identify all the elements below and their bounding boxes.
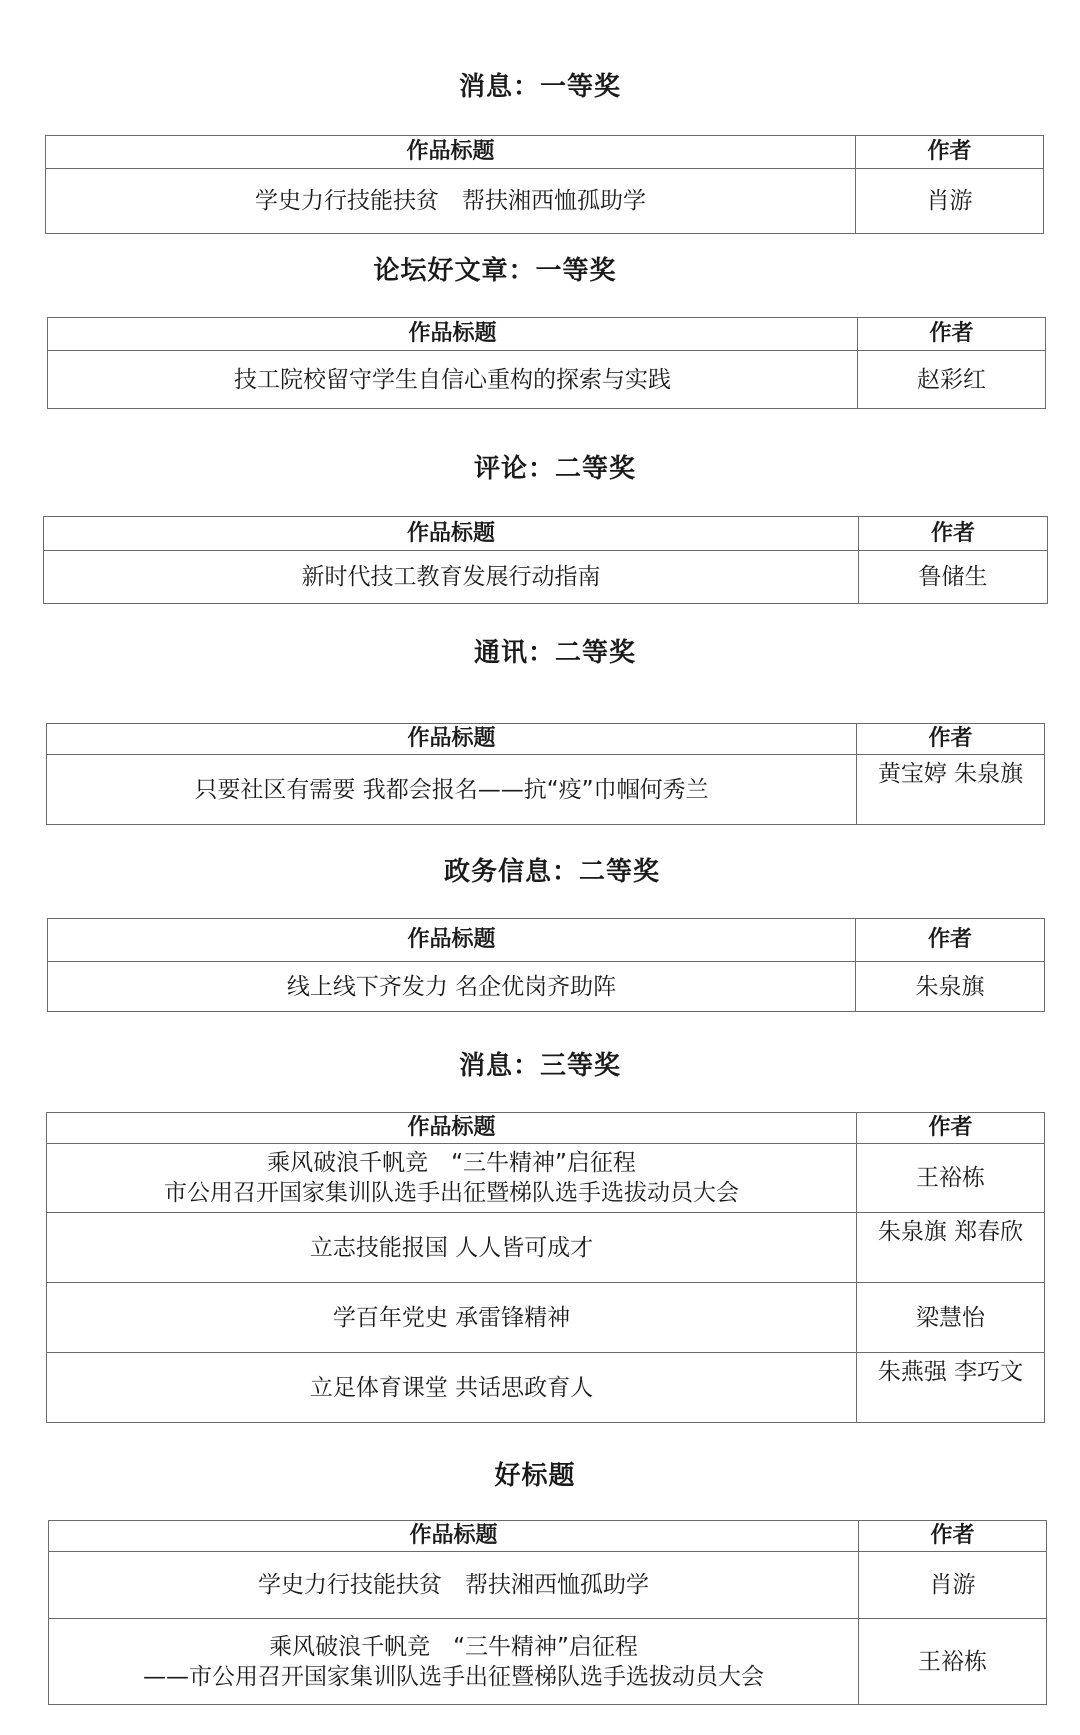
work-author: 朱泉旗 郑春欣 (857, 1213, 1045, 1283)
work-author: 肖游 (856, 169, 1044, 234)
table-row (47, 1283, 1045, 1353)
table-row (49, 1619, 1047, 1705)
section-heading: 评论：二等奖 (473, 454, 636, 484)
column-header-author: 作者 (858, 318, 1046, 351)
award-table (47, 918, 1045, 1012)
column-header-title: 作品标题 (48, 318, 858, 351)
table-row (49, 1552, 1047, 1619)
section-heading: 消息：三等奖 (458, 1051, 621, 1081)
table-header-row (47, 724, 1045, 755)
title-line-2: ——市公用召开国家集训队选手出征暨梯队选手选拔动员大会 (143, 1663, 764, 1690)
column-header-title: 作品标题 (44, 517, 859, 551)
work-author: 肖游 (859, 1552, 1047, 1619)
table-row (47, 755, 1045, 825)
work-title: 学百年党史 承雷锋精神 (47, 1283, 857, 1353)
title-line-2: 市公用召开国家集训队选手出征暨梯队选手选拔动员大会 (164, 1180, 739, 1206)
award-table (48, 1520, 1047, 1705)
section-heading: 消息：一等奖 (458, 72, 621, 102)
column-header-title: 作品标题 (47, 724, 857, 755)
award-table (47, 317, 1046, 409)
work-author: 王裕栋 (857, 1144, 1045, 1213)
column-header-title: 作品标题 (49, 1521, 859, 1552)
table-header-row (48, 318, 1046, 351)
section-heading: 好标题 (494, 1461, 576, 1491)
work-author: 梁慧怡 (857, 1283, 1045, 1353)
table-row (48, 962, 1045, 1012)
work-title: 学史力行技能扶贫 帮扶湘西恤孤助学 (49, 1552, 859, 1619)
work-title: 新时代技工教育发展行动指南 (44, 551, 859, 604)
section-heading: 政务信息：二等奖 (443, 857, 660, 887)
table-header-row (49, 1521, 1047, 1552)
work-title (49, 1619, 859, 1705)
work-title: 立足体育课堂 共话思政育人 (47, 1353, 857, 1423)
title-line-1: 乘风破浪千帆竞 “三牛精神”启征程 (267, 1150, 636, 1176)
work-title: 学史力行技能扶贫 帮扶湘西恤孤助学 (46, 169, 856, 234)
table-row (48, 351, 1046, 409)
column-header-author: 作者 (857, 724, 1045, 755)
column-header-author: 作者 (856, 136, 1044, 169)
column-header-author: 作者 (859, 517, 1048, 551)
column-header-title: 作品标题 (46, 136, 856, 169)
award-table (46, 723, 1045, 825)
column-header-author: 作者 (856, 919, 1045, 962)
table-row (47, 1213, 1045, 1283)
table-header-row (46, 136, 1044, 169)
work-title: 线上线下齐发力 名企优岗齐助阵 (48, 962, 856, 1012)
work-author: 赵彩红 (858, 351, 1046, 409)
table-row (47, 1144, 1045, 1213)
award-table (46, 1112, 1045, 1423)
column-header-author: 作者 (857, 1113, 1045, 1144)
section-heading: 通讯：二等奖 (473, 638, 636, 668)
table-header-row (44, 517, 1048, 551)
column-header-title: 作品标题 (48, 919, 856, 962)
column-header-author: 作者 (859, 1521, 1047, 1552)
table-row (44, 551, 1048, 604)
title-line-1: 乘风破浪千帆竞 “三牛精神”启征程 (269, 1633, 638, 1660)
work-author: 朱泉旗 (856, 962, 1045, 1012)
work-title (47, 1144, 857, 1213)
work-author: 黄宝婷 朱泉旗 (857, 755, 1045, 825)
table-row (47, 1353, 1045, 1423)
work-title: 技工院校留守学生自信心重构的探索与实践 (48, 351, 858, 409)
work-title: 只要社区有需要 我都会报名——抗“疫”巾帼何秀兰 (47, 755, 857, 825)
work-author: 鲁储生 (859, 551, 1048, 604)
work-author: 王裕栋 (859, 1619, 1047, 1705)
work-title: 立志技能报国 人人皆可成才 (47, 1213, 857, 1283)
table-row (46, 169, 1044, 234)
award-table (43, 516, 1048, 604)
column-header-title: 作品标题 (47, 1113, 857, 1144)
work-author: 朱燕强 李巧文 (857, 1353, 1045, 1423)
table-header-row (47, 1113, 1045, 1144)
section-heading: 论坛好文章：一等奖 (373, 256, 617, 286)
table-header-row (48, 919, 1045, 962)
award-table (45, 135, 1044, 234)
